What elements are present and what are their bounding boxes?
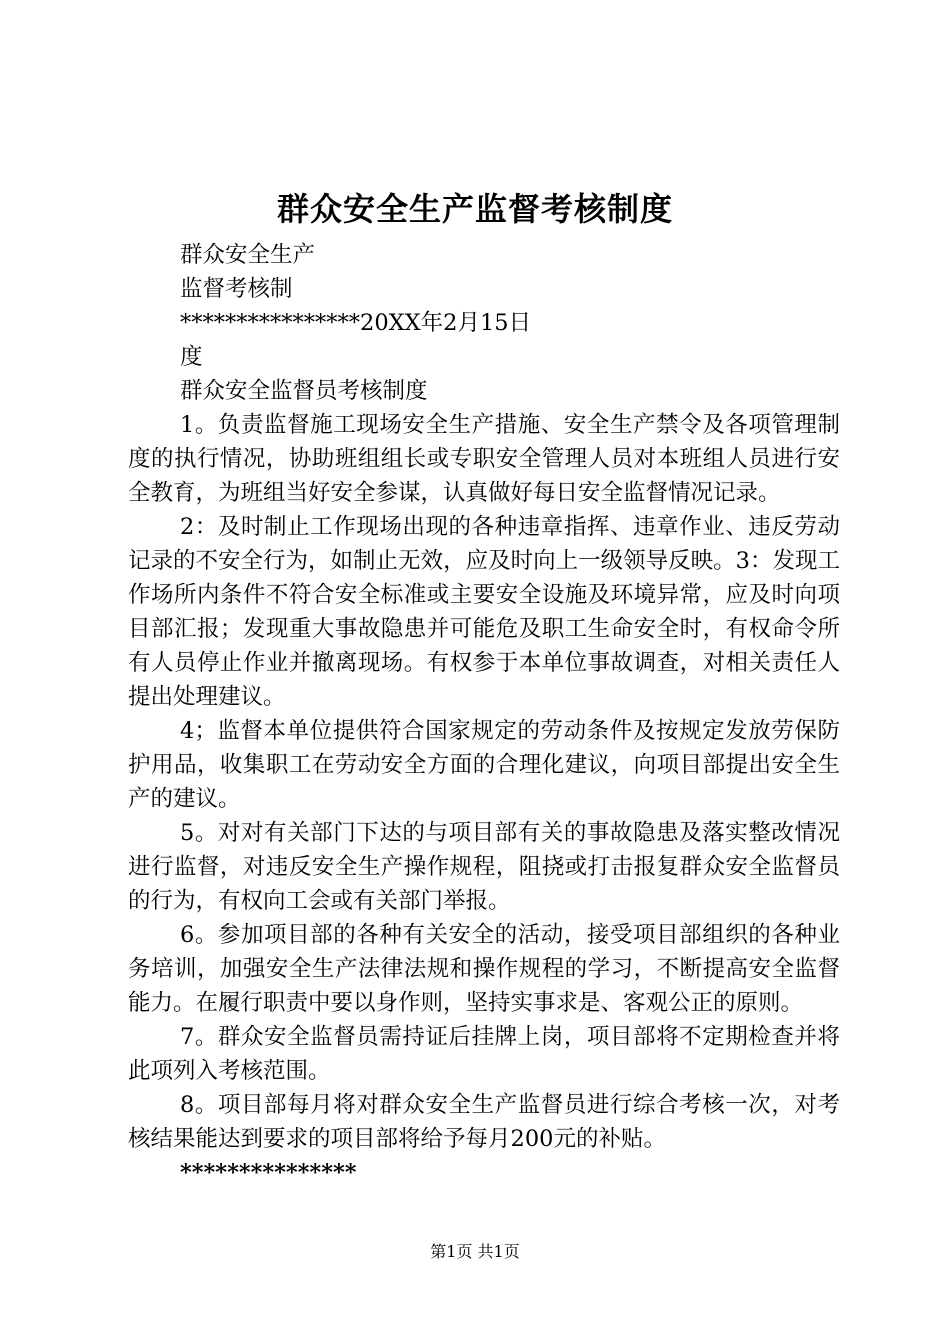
paragraph-item-5: 5。对对有关部门下达的与项目部有关的事故隐患及落实整改情况进行监督，对违反安全生产操作规程，阻挠或打击报复群众安全监督员的行为，有权向工会或有关部门举报。 — [128, 820, 840, 914]
page-footer: 第1页 共1页 — [430, 1242, 520, 1261]
header-line-date: ****************20XX年2月15日 — [180, 310, 532, 336]
paragraph-item-4: 4；监督本单位提供符合国家规定的劳动条件及按规定发放劳保防护用品，收集职工在劳动安全方面的合理化建议，向项目部提出安全生产的建议。 — [128, 718, 840, 812]
header-line: 度 — [180, 344, 203, 370]
paragraph-item-8: 8。项目部每月将对群众安全生产监督员进行综合考核一次，对考核结果能达到要求的项目部将给予每月200元的补贴。 — [128, 1092, 840, 1152]
document-title: 群众安全生产监督考核制度 — [276, 190, 673, 228]
closing-stars: *************** — [180, 1160, 357, 1186]
header-line: 监督考核制 — [180, 276, 293, 302]
paragraph-item-2: 2：及时制止工作现场出现的各种违章指挥、违章作业、违反劳动记录的不安全行为，如制止无效，应及时向上一级领导反映。3：发现工作场所内条件不符合安全标准或主要安全设施及环境异常，应及时向项目部汇报；发现重大事故隐患并可能危及职工生命安全时，有权命令所有人员停止作业并撤离现场。有权参于本单位事故调查，对相关责任人提出处理建议。 — [128, 514, 840, 710]
section-heading: 群众安全监督员考核制度 — [180, 378, 428, 404]
paragraph-item-6: 6。参加项目部的各种有关安全的活动，接受项目部组织的各种业务培训，加强安全生产法律法规和操作规程的学习，不断提高安全监督能力。在履行职责中要以身作则，坚持实事求是、客观公正的原则。 — [128, 922, 840, 1016]
paragraph-item-1: 1。负责监督施工现场安全生产措施、安全生产禁令及各项管理制度的执行情况，协助班组组长或专职安全管理人员对本班组人员进行安全教育，为班组当好安全参谋，认真做好每日安全监督情况记录。 — [128, 412, 840, 506]
document-body — [128, 238, 840, 1190]
paragraph-item-7: 7。群众安全监督员需持证后挂牌上岗，项目部将不定期检查并将此项列入考核范围。 — [128, 1024, 840, 1084]
header-line: 群众安全生产 — [180, 242, 316, 268]
